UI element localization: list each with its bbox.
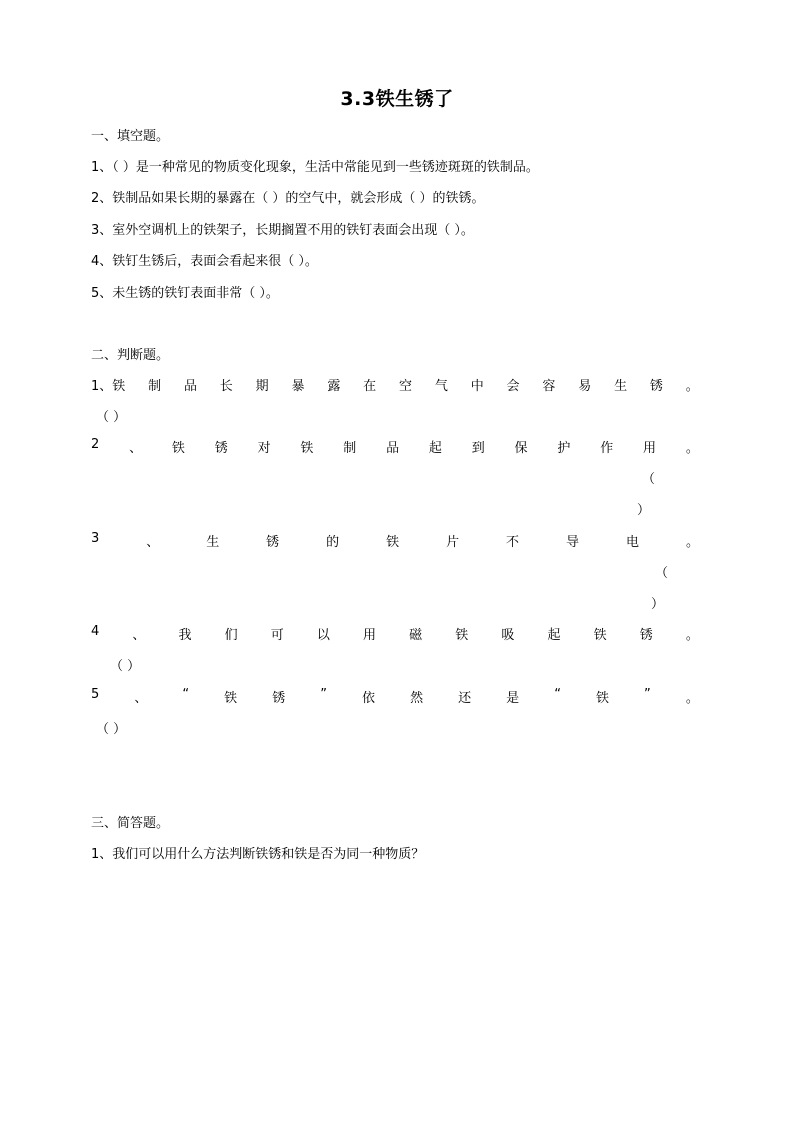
q2-char: 2 — [91, 437, 100, 452]
q3-char: 铁 — [386, 535, 400, 550]
q1-char: 易 — [578, 379, 592, 394]
q1-char: 中 — [470, 379, 484, 394]
q1-char: 。 — [685, 379, 699, 394]
q5-char: 5 — [91, 687, 100, 702]
true-false-answer-4: （ ） — [110, 659, 141, 674]
q3-char: 、 — [146, 535, 160, 550]
fill-blank-question-2: 2、铁制品如果长期的暴露在（ ）的空气中，就会形成（ ）的铁锈。 — [91, 191, 485, 206]
q5-char: 依 — [362, 691, 376, 706]
q5-char: 然 — [410, 691, 424, 706]
q2-char: 对 — [257, 441, 271, 456]
q4-char: 锈 — [639, 628, 653, 643]
q3-char: 的 — [326, 535, 340, 550]
q3-char: 生 — [206, 535, 220, 550]
q4-char: 铁 — [593, 628, 607, 643]
q2-char: 、 — [129, 441, 143, 456]
q2-char: 护 — [557, 441, 571, 456]
q4-char: 起 — [547, 628, 561, 643]
q5-char: “ — [554, 687, 561, 702]
q5-char: 还 — [458, 691, 472, 706]
q2-char: 到 — [471, 441, 485, 456]
q1-char: 期 — [255, 379, 269, 394]
q2-char: 用 — [643, 441, 657, 456]
q4-char: 磁 — [409, 628, 423, 643]
q5-char: 铁 — [224, 691, 238, 706]
q5-char: 。 — [685, 691, 699, 706]
q5-char: 铁 — [595, 691, 609, 706]
fill-blank-question-4: 4、铁钉生锈后，表面会看起来很（ ）。 — [91, 254, 318, 269]
q5-char: 是 — [506, 691, 520, 706]
q1-char: 露 — [327, 379, 341, 394]
q1-char: 空 — [399, 379, 413, 394]
q1-char: 暴 — [291, 379, 305, 394]
true-false-answer-1: （ ） — [96, 410, 127, 425]
q3-char: 3 — [91, 531, 100, 546]
q1-char: 品 — [183, 379, 197, 394]
q1-char: 在 — [363, 379, 377, 394]
q4-char: 可 — [270, 628, 284, 643]
q4-char: 吸 — [501, 628, 515, 643]
section-heading-fill-blank: 一、填空题。 — [91, 129, 170, 144]
q2-char: 保 — [514, 441, 528, 456]
fill-blank-question-5: 5、未生锈的铁钉表面非常（ ）。 — [91, 286, 279, 301]
q1-char: 长 — [219, 379, 233, 394]
q4-char: 4 — [91, 624, 100, 639]
true-false-question-5 — [91, 687, 699, 706]
q2-char: 。 — [685, 441, 699, 456]
q3-char: 电 — [625, 535, 639, 550]
q4-char: 、 — [132, 628, 146, 643]
q5-char: “ — [182, 687, 190, 702]
section-heading-true-false: 二、判断题。 — [91, 348, 170, 363]
q2-char: 制 — [343, 441, 357, 456]
true-false-answer-2-close: ） — [637, 503, 651, 518]
fill-blank-question-1: 1、（ ）是一种常见的物质变化现象，生活中常能见到一些锈迹斑斑的铁制品。 — [91, 160, 539, 175]
q1-char: 气 — [434, 379, 448, 394]
true-false-question-4 — [91, 624, 699, 643]
q5-char: ” — [644, 687, 651, 702]
q3-char: 锈 — [266, 535, 280, 550]
q1-char: 锈 — [649, 379, 663, 394]
true-false-answer-3-open: （ — [655, 566, 669, 581]
q1-char: 生 — [614, 379, 628, 394]
q2-char: 品 — [386, 441, 400, 456]
true-false-answer-5: （ ） — [96, 722, 127, 737]
true-false-answer-2-open: （ — [642, 472, 656, 487]
section-heading-short-answer: 三、简答题。 — [91, 816, 170, 831]
q5-char: 、 — [134, 691, 148, 706]
q4-char: 我 — [178, 628, 192, 643]
q4-char: 以 — [316, 628, 330, 643]
q4-char: 铁 — [455, 628, 469, 643]
q2-char: 铁 — [300, 441, 314, 456]
q2-char: 铁 — [171, 441, 185, 456]
q1-char: 制 — [148, 379, 162, 394]
q2-char: 锈 — [214, 441, 228, 456]
true-false-question-1 — [91, 375, 699, 394]
q2-char: 作 — [600, 441, 614, 456]
true-false-answer-3-close: ） — [651, 597, 665, 612]
true-false-question-3 — [91, 531, 699, 550]
q3-char: 片 — [446, 535, 460, 550]
q5-char: 锈 — [272, 691, 286, 706]
short-answer-question-1: 1、我们可以用什么方法判断铁锈和铁是否为同一种物质？ — [91, 847, 425, 862]
q2-char: 起 — [428, 441, 442, 456]
q1-char: 容 — [542, 379, 556, 394]
q1-char: 会 — [506, 379, 520, 394]
q4-char: 们 — [224, 628, 238, 643]
q3-char: 导 — [566, 535, 580, 550]
true-false-question-2 — [91, 437, 699, 456]
q3-char: 不 — [506, 535, 520, 550]
page-title: 3.3铁生锈了 — [340, 88, 454, 110]
q4-char: 用 — [363, 628, 377, 643]
q5-char: ” — [320, 687, 327, 702]
q3-char: 。 — [685, 535, 699, 550]
q4-char: 。 — [685, 628, 699, 643]
q1-char: 1、铁 — [91, 379, 126, 394]
fill-blank-question-3: 3、室外空调机上的铁架子，长期搁置不用的铁钉表面会出现（ ）。 — [91, 223, 474, 238]
